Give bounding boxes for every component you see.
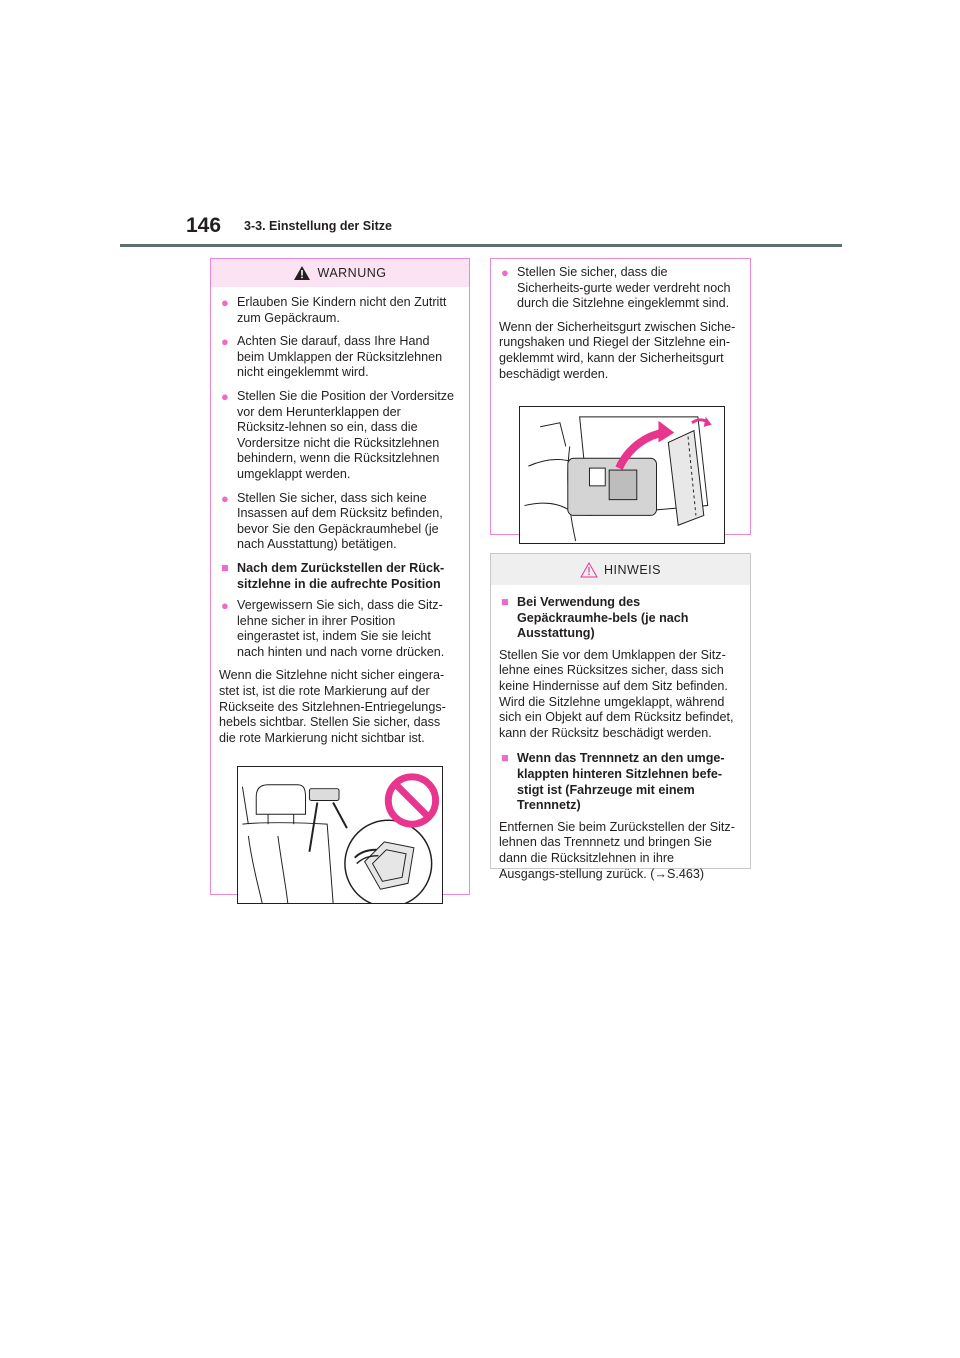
square-bullet-icon: ■ xyxy=(501,751,509,766)
warning-label: WARNUNG xyxy=(317,266,387,280)
notice-paragraph: Stellen Sie vor dem Umklappen der Sitz-lehne eines Rücksitzes sicher, dass sich keine Hindernisse auf dem Sitz befinden. Wird die Sitzlehne umgeklappt, während sich ein Objekt auf dem Rücksitz befindet, kann der Rücksitz beschädigt werden. xyxy=(499,647,734,740)
warning-item: ● Erlauben Sie Kindern nicht den Zutritt zum Gepäckraum. xyxy=(221,295,447,325)
warning-subheading: ■ Nach dem Zurückstellen der Rück-sitzlehne in die aufrechte Position xyxy=(221,560,445,591)
square-bullet-icon: ■ xyxy=(501,595,509,609)
warning-paragraph: Wenn der Sicherheitsgurt zwischen Siche-rungshaken und Riegel der Sitzlehne ein-geklemmt wird, kann der Sicherheitsgurt beschädigt werden. xyxy=(499,319,736,381)
warning-triangle-icon xyxy=(293,265,311,281)
bullet-icon: ● xyxy=(221,295,229,310)
bullet-icon: ● xyxy=(501,265,509,280)
square-bullet-icon: ■ xyxy=(221,560,229,575)
bullet-icon: ● xyxy=(221,598,229,614)
notice-label: HINWEIS xyxy=(604,562,661,577)
notice-subheading: ■ Bei Verwendung des Gepäckraumhe-bels (je nach Ausstattung) xyxy=(501,595,689,641)
warning-item: ● Stellen Sie sicher, dass sich keine Insassen auf dem Rücksitz befinden, bevor Sie den Gepäckraumhebel (je nach Ausstattung) betätigen. xyxy=(221,490,443,552)
warning-continuation-box xyxy=(490,258,751,535)
warning-item: ● Achten Sie darauf, dass Ihre Hand beim Umklappen der Rücksitzlehnen nicht eingeklemmt wird. xyxy=(221,334,443,380)
warning-item: ● Vergewissern Sie sich, dass die Sitz-lehne sicher in ihrer Position eingerastet ist, indem Sie sie leicht nach hinten und nach vorne drücken. xyxy=(221,598,445,659)
bullet-icon: ● xyxy=(221,490,229,506)
warning-item: ● Stellen Sie die Position der Vordersitze vor dem Herunterklappen der Rücksitz-lehnen so ein, dass die Vordersitze nicht die Rücksitzlehnen behindern, wenn die Rücksitzlehnen umgeklappt werden. xyxy=(221,388,455,481)
notice-subheading: ■ Wenn das Trennnetz an den umge-klappten hinteren Sitzlehnen befe-stigt ist (Fahrzeuge mit einem Trennnetz) xyxy=(501,751,725,813)
bullet-icon: ● xyxy=(221,388,229,404)
page-number: 146 xyxy=(186,214,222,237)
bullet-icon: ● xyxy=(221,334,229,350)
notice-header xyxy=(491,554,750,585)
warning-header xyxy=(211,259,469,287)
warning-paragraph: Wenn die Sitzlehne nicht sicher eingera-stet ist, ist die rote Markierung auf der Rückseite des Sitzlehnen-Entriegelungs-hebels sichtbar. Stellen Sie sicher, dass die rote Markierung nicht sichtbar ist. xyxy=(219,668,446,745)
seatbelt-illustration xyxy=(519,406,725,544)
header-rule xyxy=(120,244,842,247)
seat-latch-illustration xyxy=(237,766,443,904)
section-title: 3-3. Einstellung der Sitze xyxy=(244,219,392,233)
notice-paragraph: Entfernen Sie beim Zurückstellen der Sitz-lehnen das Trennnetz und bringen Sie dann die Rücksitzlehnen in ihre Ausgangs-stellung zurück. (→S.463) xyxy=(499,819,735,881)
warning-box xyxy=(210,258,470,895)
warning-item: ● Stellen Sie sicher, dass die Sicherheits-gurte weder verdreht noch durch die Sitzlehne eingeklemmt sind. xyxy=(501,265,731,311)
notice-triangle-icon xyxy=(580,562,598,578)
notice-box xyxy=(490,553,751,881)
